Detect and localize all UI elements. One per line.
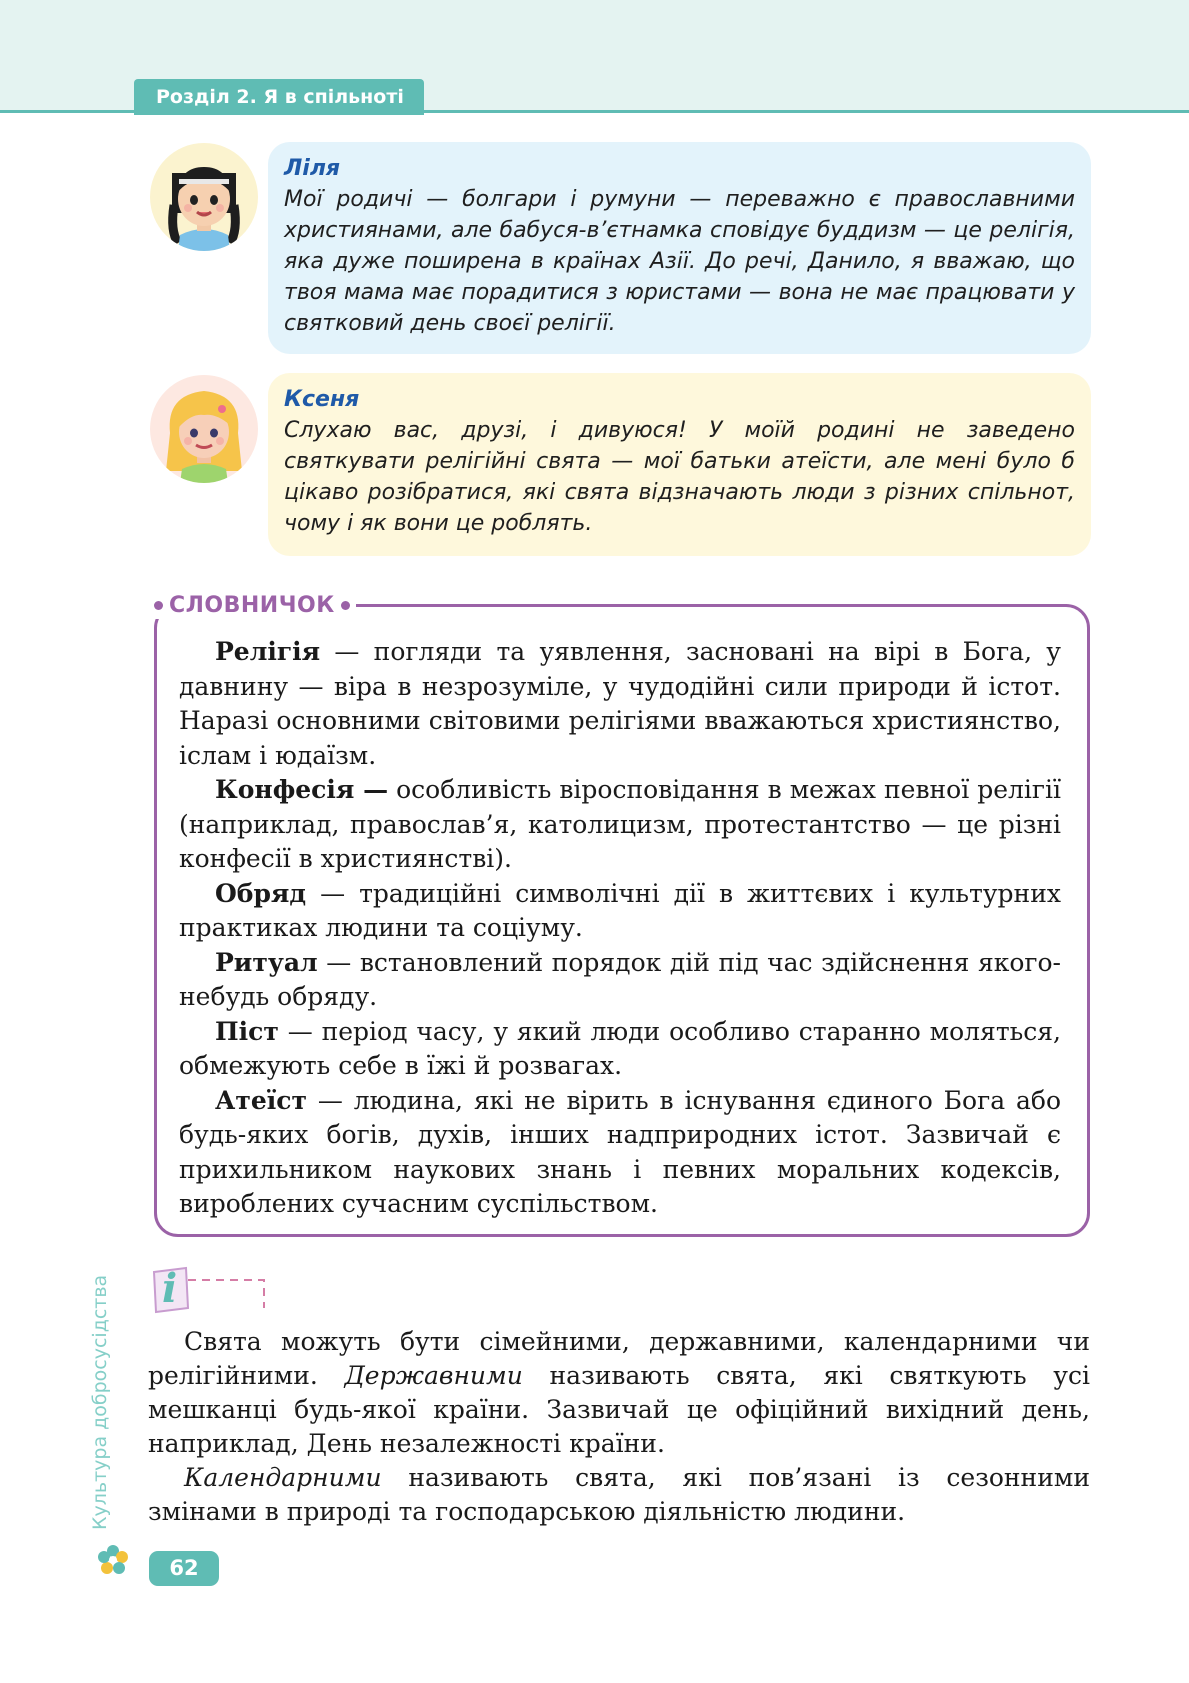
glossary-entry: Обряд — традиційні символічні дії в життєвих і культурних практиках людини та соціуму. [179,878,1061,942]
bullet-dot-icon [154,601,163,610]
glossary-entry: Конфесія — особливість віросповідання в межах певної релігії (наприклад, православ’я, католицизм, протестантство — це різні конфесії в християнстві). [179,775,1061,873]
flower-icon [96,1543,130,1577]
glossary-box [154,604,1090,1237]
glossary-title: СЛОВНИЧОК [169,592,335,618]
speech-text: Мої родичі — болгари і румуни — переважно є православними християнами, але бабуся-в’єтнамка сповідує буддизм — це релігія, яка дуже поширена в країнах Азії. До речі, Данило, я вважаю, що твоя мама має порадитися з юристами — вона не має працювати у святковий день своєї релігії. [284,187,1075,336]
bullet-dot-icon [341,601,350,610]
info-i-icon [148,1258,268,1316]
glossary-entry: Ритуал — встановлений порядок дій під час здійснення якого-небудь обряду. [179,947,1061,1011]
blonde-girl-avatar [150,375,258,483]
page-number: 62 [149,1551,219,1586]
girl-with-braids-avatar [150,143,258,251]
section-tab: Розділ 2. Я в спільноті [134,79,424,115]
side-label: Культура добросусідства [89,1274,111,1530]
speech-bubble-ksenia [268,373,1091,556]
info-paragraph: Свята можуть бути сімейними, державними, календарними чи релігійними. Державними називають свята, які святкують усі мешканці будь-якої країни. Зазвичай це офіційний вихідний день, наприклад, День незалежності країни. [148,1327,1090,1458]
speaker-name: Ксеня [284,387,360,412]
info-text [148,1325,1090,1529]
glossary-entry: Атеїст — людина, які не вірить в існування єдиного Бога або будь-яких богів, духів, інших надприродних істот. Зазвичай є прихильником наукових знань і певних моральних кодексів, вироблених сучасним суспільством. [179,1085,1061,1218]
info-paragraph: Календарними називають свята, які пов’язані із сезонними змінами в природі та господарською діяльністю людини. [148,1463,1090,1526]
speaker-name: Ліля [284,156,341,181]
speech-text: Слухаю вас, друзі, і дивуюся! У моїй родині не заведено святкувати релігійні свята — мої батьки атеїсти, але мені було б цікаво розібратися, які свята відзначають люди з різних спільнот, чому і як вони це роблять. [284,418,1075,536]
glossary-entry: Релігія — погляди та уявлення, засновані на вірі в Бога, у давнину — віра в незрозуміле, у чудодійні сили природи й істот. Наразі основними світовими релігіями вважаються християнство, іслам і юдаїзм. [179,637,1061,770]
glossary-top-line [352,604,1067,607]
speech-bubble-lilia [268,142,1091,354]
glossary-entry: Піст — період часу, у який люди особливо старанно моляться, обмежують себе в їжі й розвагах. [179,1016,1061,1080]
glossary-header [148,591,356,619]
svg-text:i: i [162,1265,178,1312]
